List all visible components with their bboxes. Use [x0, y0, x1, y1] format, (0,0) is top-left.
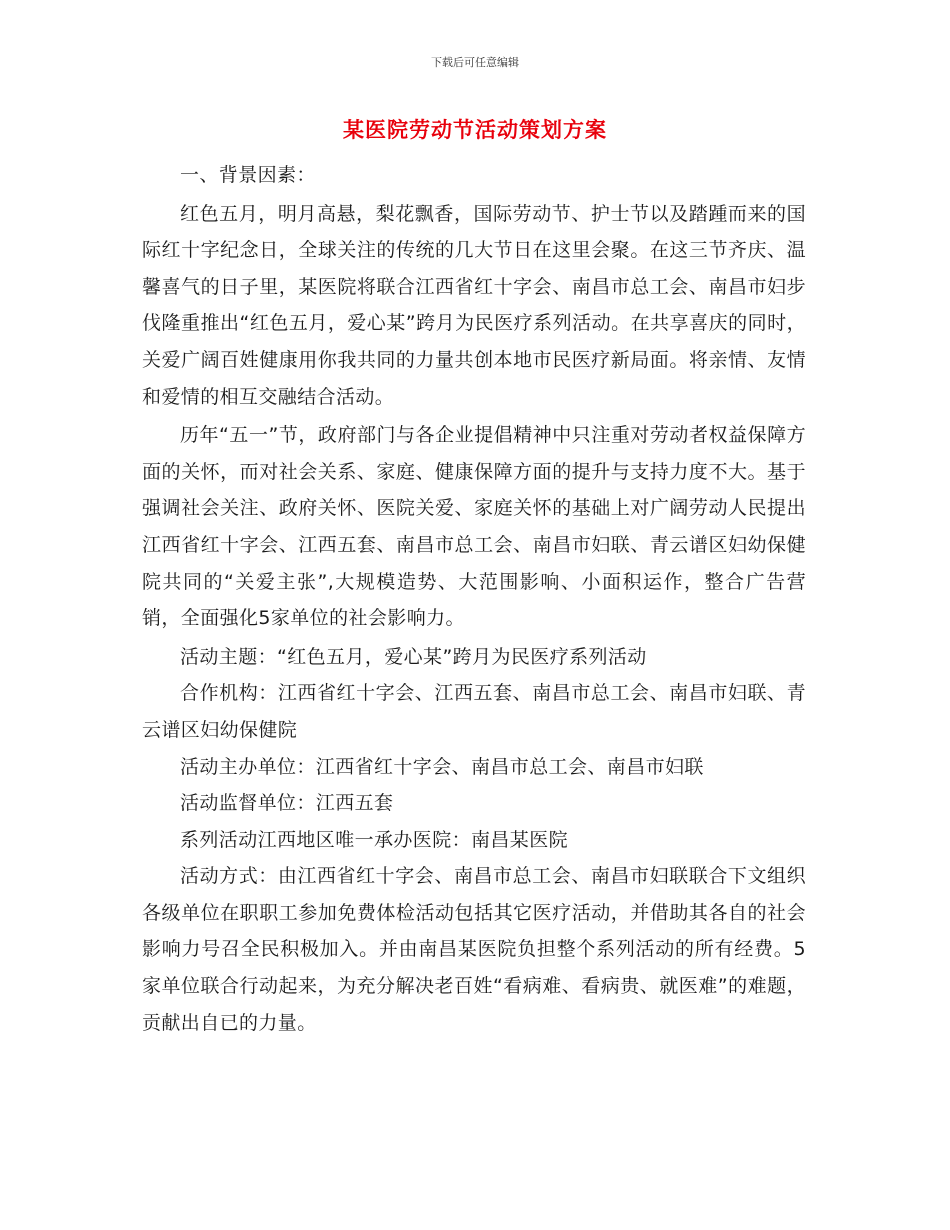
- section-heading-background: 一、背景因素：: [180, 164, 316, 186]
- activity-method: 活动方式：由江西省红十字会、南昌市总工会、南昌市妇联联合下文组织各级单位在职职工参加免费体检活动包括其它医疗活动，并借助其各自的社会影响力号召全民积极加入。并由南昌某医院负担整个系列活动的所有经费。5家单位联合行动起来，为充分解决老百姓“看病难、看病贵、就医难”的难题，贡献出自已的力量。: [142, 865, 806, 1034]
- cooperating-organizations: 合作机构：江西省红十字会、江西五套、南昌市总工会、南昌市妇联、青云谱区妇幼保健院: [142, 682, 806, 741]
- document-body: [142, 157, 806, 1041]
- header-note: 下载后可任意编辑: [431, 56, 519, 69]
- document-title: 某医院劳动节活动策划方案: [343, 118, 607, 142]
- paragraph-intro: 红色五月，明月高悬，梨花飘香，国际劳动节、护士节以及踏踵而来的国际红十字纪念日，全球关注的传统的几大节日在这里会聚。在这三节齐庆、温馨喜气的日子里，某医院将联合江西省红十字会、南昌市总工会、南昌市妇步伐隆重推出“红色五月，爱心某”跨月为民医疗系列活动。在共享喜庆的同时，关爱广阔百姓健康用你我共同的力量共创本地市民医疗新局面。将亲情、友情和爱情的相互交融结合活动。: [142, 202, 806, 408]
- activity-theme: 活动主题：“红色五月，爱心某”跨月为民医疗系列活动: [180, 645, 647, 668]
- supervisor: 活动监督单位：江西五套: [180, 792, 394, 815]
- paragraph-history: 历年“五一”节，政府部门与各企业提倡精神中只注重对劳动者权益保障方面的关怀，而对社会关系、家庭、健康保障方面的提升与支持力度不大。基于强调社会关注、政府关怀、医院关爱、家庭关怀的基础上对广阔劳动人民提出江西省红十字会、江西五套、南昌市总工会、南昌市妇联、青云谱区妇幼保健院共同的“关爱主张”,大规模造势、大范围影响、小面积运作，整合广告营销，全面强化5家单位的社会影响力。: [142, 424, 806, 630]
- organizers: 活动主办单位：江西省红十字会、南昌市总工会、南昌市妇联: [180, 755, 704, 778]
- host-hospital: 系列活动江西地区唯一承办医院：南昌某医院: [180, 828, 569, 851]
